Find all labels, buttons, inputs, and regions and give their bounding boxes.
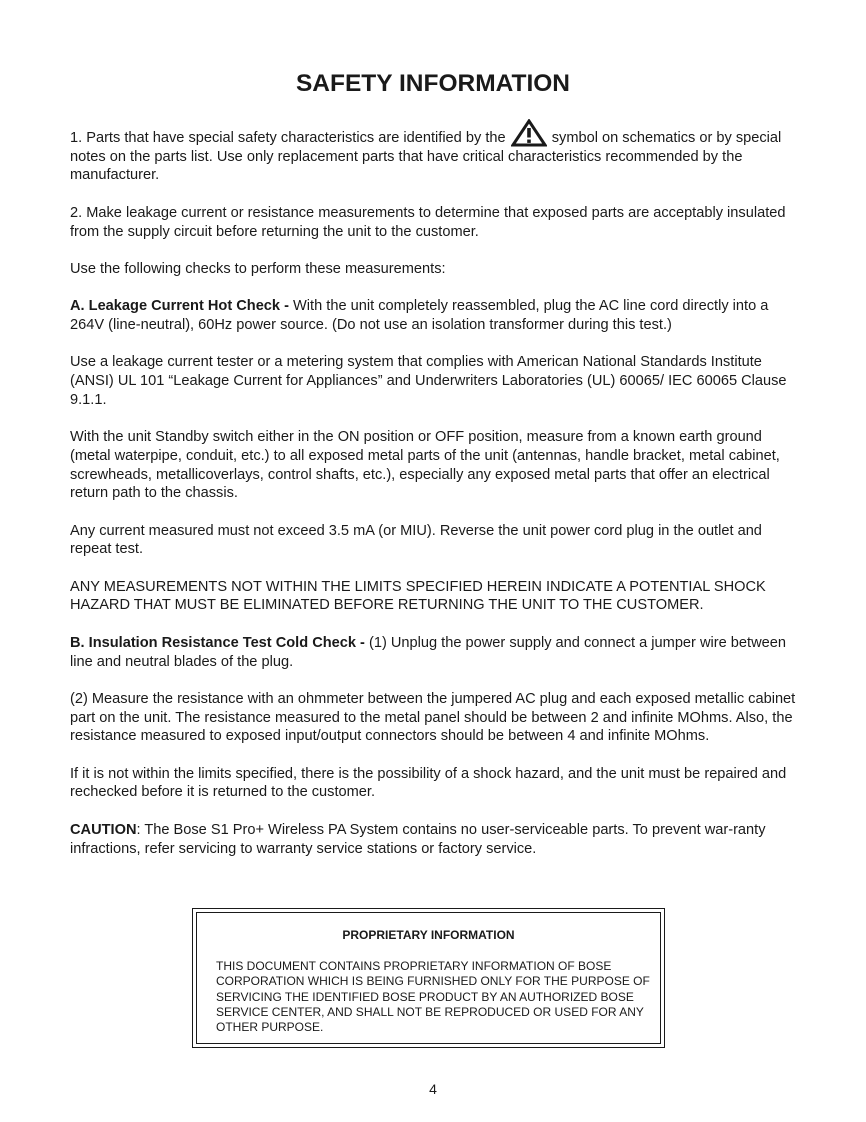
section-b-text: (1) Unplug the power supply and connect a jumper wire between line and neutral blades of the plug. [70,634,786,670]
paragraph-resistance-measurement: (2) Measure the resistance with an ohmmeter between the jumpered AC plug and each exposed metallic cabinet part on the unit. The resistance measured to the metal panel should be between 2 and infinite MOhms. Also, the resistance measured to exposed input/output connectors should be between 4 and infinite MOhms. [70,690,796,745]
safety-content [70,119,800,877]
section-a-text: With the unit completely reassembled, plug the AC line cord directly into a 264V (line-neutral), 60Hz power source. (Do not use an isolation transformer during this test.) [70,298,769,333]
proprietary-title: PROPRIETARY INFORMATION [342,928,515,942]
section-a-hot-check [70,297,800,334]
paragraph-shock-hazard-warning: ANY MEASUREMENTS NOT WITHIN THE LIMITS SPECIFIED HEREIN INDICATE A POTENTIAL SHOCK HAZARD THAT MUST BE ELIMINATED BEFORE RETURNING THE UNIT TO THE CUSTOMER. [70,578,766,614]
caution-paragraph [70,821,800,858]
section-a-heading: A. Leakage Current Hot Check - [70,298,289,315]
paragraph-parts [70,119,800,185]
proprietary-text: THIS DOCUMENT CONTAINS PROPRIETARY INFORMATION OF BOSE CORPORATION WHICH IS BEING FURNISHED ONLY FOR THE PURPOSE OF SERVICING THE IDENTIFIED BOSE PRODUCT BY AN AUTHORIZED BOSE SERVICE CENTER, AND SHALL NOT BE REPRODUCED OR USED FOR ANY OTHER PURPOSE. [216,959,650,1035]
paragraph-parts-before-icon: 1. Parts that have special safety characteristics are identified by the [70,130,506,146]
proprietary-information-box [192,908,665,1048]
paragraph-limits-not-met: If it is not within the limits specified, there is the possibility of a shock hazard, and the unit must be repaired and rechecked before it is returned to the customer. [70,765,787,801]
paragraph-parts-after-icon: symbol on schematics or by special notes on the parts list. Use only replacement parts that have critical characteristics recommended by the manufacturer. [70,130,782,184]
caution-label: CAUTION [70,821,137,838]
paragraph-leakage-measurements: 2. Make leakage current or resistance measurements to determine that exposed parts are acceptably insulated from the supply circuit before returning the unit to the customer. [70,204,786,240]
warning-triangle-icon [511,119,547,147]
paragraph-checks-intro: Use the following checks to perform these measurements: [70,260,446,277]
paragraph-standby-switch: With the unit Standby switch either in the ON position or OFF position, measure from a known earth ground (metal waterpipe, conduit, etc.) to all exposed metal parts of the unit (antennas, handle bracket, metal cabinet, screwheads, metallicoverlays, control shafts, etc.), especially any exposed metal parts that offer an electrical return path to the chassis. [70,429,780,502]
section-b-heading: B. Insulation Resistance Test Cold Check - [70,634,365,651]
section-b-cold-check [70,634,800,671]
page-title: SAFETY INFORMATION [295,70,571,97]
paragraph-current-limit: Any current measured must not exceed 3.5 mA (or MIU). Reverse the unit power cord plug in the outlet and repeat test. [70,522,762,558]
caution-text: : The Bose S1 Pro+ Wireless PA System contains no user-serviceable parts. To prevent war-ranty infractions, refer servicing to warranty service stations or factory service. [70,821,766,857]
page-number: 4 [429,1081,437,1097]
paragraph-leakage-tester: Use a leakage current tester or a metering system that complies with American National Standards Institute (ANSI) UL 101 “Leakage Current for Appliances” and Underwriters Laboratories (UL) 60065/ IEC 60065 Clause 9.1.1. [70,354,787,408]
